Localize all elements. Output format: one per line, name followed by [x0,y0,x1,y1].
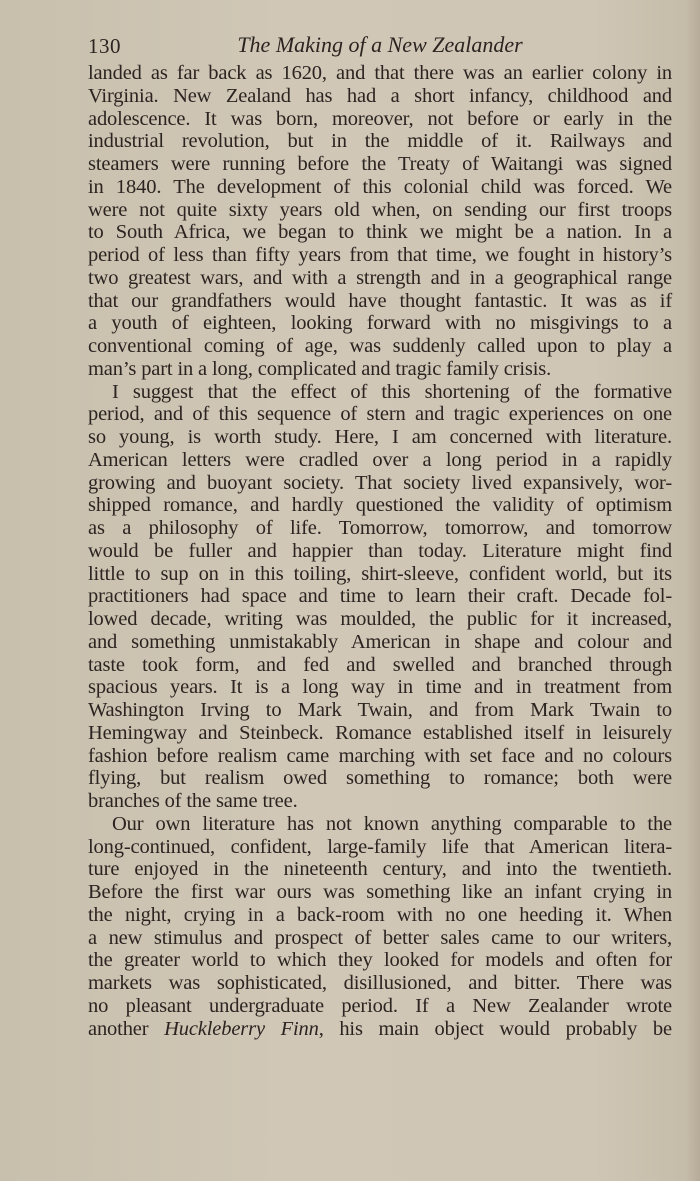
text-line: Virginia. New Zealand has had a short infancy, childhood and [88,84,672,107]
text-line: a new stimulus and prospect of better sales came to our writers, [88,926,672,949]
body-text [88,62,672,1040]
text-line: no pleasant undergraduate period. If a New Zealander wrote [88,994,672,1017]
page-edge-shadow [686,0,700,1181]
paragraph [88,813,672,1041]
running-header [88,32,672,62]
text-line: the greater world to which they looked for models and often for [88,949,672,972]
text-line: as a philosophy of life. Tomorrow, tomorrow, and tomorrow [88,517,672,539]
text-line: taste took form, and fed and swelled and branched through [88,653,672,676]
text-line: adolescence. It was born, moreover, not before or early in the [88,107,672,130]
text-line: growing and buoyant society. That society lived expansively, wor- [88,471,672,494]
text-line: to South Africa, we began to think we might be a nation. In a [88,221,672,244]
paragraph [88,62,672,381]
text-line: Our own literature has not known anything comparable to the [112,812,672,835]
text-line: landed as far back as 1620, and that there was an earlier colony in [88,62,672,84]
text-line: flying, but realism owed something to romance; both were [88,767,672,790]
text-line: industrial revolution, but in the middle of it. Railways and [88,130,672,153]
text-line: Hemingway and Steinbeck. Romance established itself in leisurely [88,721,672,744]
text-line: Washington Irving to Mark Twain, and from Mark Twain to [88,699,672,721]
page-number: 130 [88,34,121,58]
text-line: lowed decade, writing was moulded, the public for it increased, [88,608,672,630]
text-line: man’s part in a long, complicated and tragic family crisis. [88,357,552,380]
text-line: two greatest wars, and with a strength and in a geographical range [88,266,672,289]
text-line: steamers were running before the Treaty of Waitangi was signed [88,153,672,175]
text-line: conventional coming of age, was suddenly called upon to play a [88,335,672,357]
text-line: fashion before realism came marching with set face and no colours [88,744,672,767]
text-line: ture enjoyed in the nineteenth century, and into the twentieth. [88,858,672,881]
text-line: were not quite sixty years old when, on sending our first troops [88,198,672,221]
text-line: a youth of eighteen, looking forward with no misgivings to a [88,312,672,335]
text-line: so young, is worth study. Here, I am concerned with literature. [88,426,672,448]
text-line: would be fuller and happier than today. Literature might find [88,539,672,562]
text-line: that our grandfathers would have thought fantastic. It was as if [88,289,672,312]
text-line: markets was sophisticated, disillusioned, and bitter. There was [88,972,672,994]
text-line: practitioners had space and time to learn their craft. Decade fol- [88,585,672,608]
text-line: shipped romance, and hardly questioned the validity of optimism [88,494,672,517]
italic-book-title: Huckleberry Finn [164,1017,319,1040]
text-line: American letters were cradled over a long period in a rapidly [88,448,672,471]
text-line: branches of the same tree. [88,790,298,812]
text-line: period of less than fifty years from that time, we fought in history’s [88,244,672,266]
text-line: the night, crying in a back-room with no one heeding it. When [88,903,672,926]
text-line: little to sup on in this toiling, shirt-sleeve, confident world, but its [88,562,672,585]
text-line: period, and of this sequence of stern and tragic experiences on one [88,403,672,426]
text-line: in 1840. The development of this colonial child was forced. We [88,175,672,198]
text-line: spacious years. It is a long way in time and in treatment from [88,676,672,699]
text-line: and something unmistakably American in shape and colour and [88,630,672,653]
text-line: another Huckleberry Finn, his main object would probably be [88,1017,672,1040]
paragraph [88,381,672,813]
text-line: long-continued, confident, large-family life that American litera- [88,835,672,858]
text-line: Before the first war ours was something like an infant crying in [88,881,672,903]
text-line: I suggest that the effect of this shortening of the formative [112,380,672,403]
running-title: The Making of a New Zealander [237,32,523,57]
